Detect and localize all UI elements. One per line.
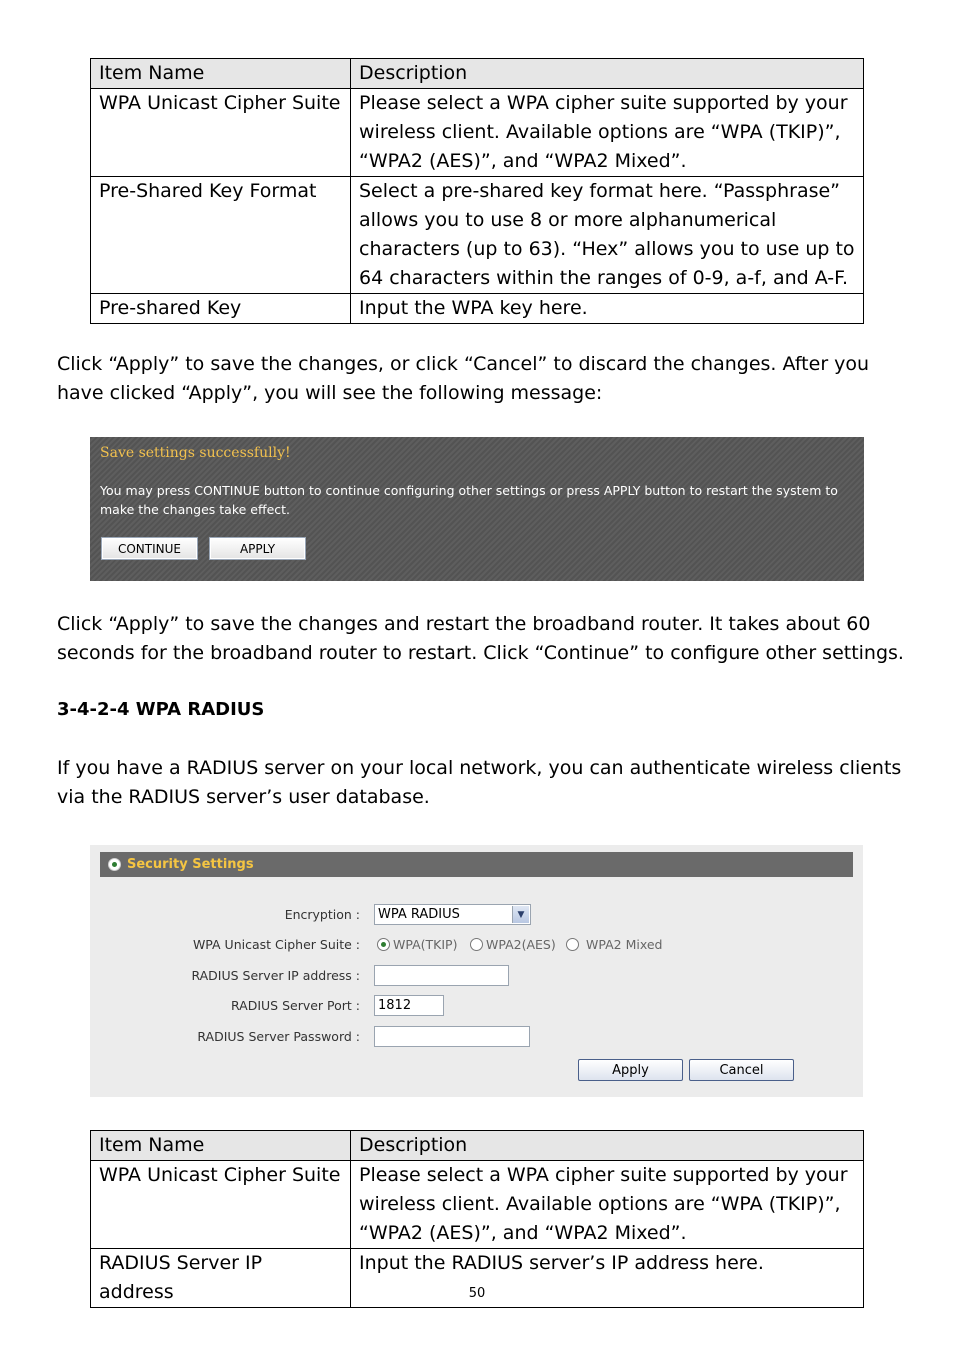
security-title: Security Settings: [127, 857, 254, 872]
cipher-option-label: WPA2 Mixed: [586, 937, 663, 952]
cipher-option-aes[interactable]: [470, 937, 556, 952]
item-description: Please select a WPA cipher suite supported by your wireless client. Available options are “WPA (TKIP)”, “WPA2 (AES)”, and “WPA2 Mixed”.: [351, 1161, 864, 1249]
table-row: [91, 89, 864, 177]
header-description: Description: [351, 59, 864, 89]
port-label: RADIUS Server Port :: [230, 998, 360, 1013]
cipher-option-tkip[interactable]: [377, 937, 457, 952]
security-settings-panel: [90, 845, 863, 1097]
item-table-2: [90, 1130, 864, 1308]
encryption-value: WPA RADIUS: [378, 907, 460, 922]
radio-bullet-icon: [108, 858, 121, 871]
item-description: Input the WPA key here.: [351, 294, 864, 324]
table-row: [91, 1161, 864, 1249]
apply-button[interactable]: APPLY: [209, 537, 306, 560]
cancel-button[interactable]: Cancel: [689, 1059, 794, 1081]
encryption-select[interactable]: [374, 904, 531, 925]
chevron-down-icon[interactable]: ▼: [512, 906, 529, 923]
apply-settings-button[interactable]: Apply: [578, 1059, 683, 1081]
radio-checked-icon[interactable]: [377, 938, 390, 951]
item-name: Pre-shared Key: [91, 294, 351, 324]
cipher-option-label: WPA(TKIP): [393, 937, 458, 952]
restart-paragraph: Click “Apply” to save the changes and restart the broadband router. It takes about 60 seconds for the broadband router to restart. Click “Continue” to configure other settings.: [57, 613, 904, 664]
page-number: 50: [468, 1286, 486, 1301]
cipher-label: WPA Unicast Cipher Suite :: [192, 937, 360, 952]
item-name: Pre-Shared Key Format: [91, 177, 351, 294]
table-header-row: [91, 59, 864, 89]
cipher-option-mixed[interactable]: [566, 937, 662, 952]
port-input[interactable]: 1812: [374, 995, 444, 1016]
password-input[interactable]: [374, 1026, 530, 1047]
item-name: WPA Unicast Cipher Suite: [91, 89, 351, 177]
section-heading: 3-4-2-4 WPA RADIUS: [57, 699, 265, 720]
table-header-row: [91, 1131, 864, 1161]
header-item-name: Item Name: [91, 59, 351, 89]
save-title: Save settings successfully!: [100, 445, 291, 461]
apply-paragraph: Click “Apply” to save the changes, or click “Cancel” to discard the changes. After you have clicked “Apply”, you will see the following message:: [57, 353, 870, 404]
save-message: You may press CONTINUE button to continue configuring other settings or press APPLY button to restart the system to make the changes take effect.: [100, 483, 838, 517]
item-description: Select a pre-shared key format here. “Passphrase” allows you to use 8 or more alphanumerical characters (up to 63). “Hex” allows you to use up to 64 characters within the ranges of 0-9, a-f, and A-F.: [351, 177, 864, 294]
ip-address-input[interactable]: [374, 965, 509, 986]
radius-paragraph: If you have a RADIUS server on your local network, you can authenticate wireless clients via the RADIUS server’s user database.: [57, 757, 902, 808]
item-description: Input the RADIUS server’s IP address here.: [351, 1249, 864, 1308]
password-label: RADIUS Server Password :: [197, 1029, 360, 1044]
encryption-label: Encryption :: [284, 907, 360, 922]
radio-unchecked-icon[interactable]: [566, 938, 579, 951]
radio-unchecked-icon[interactable]: [470, 938, 483, 951]
item-description: Please select a WPA cipher suite supported by your wireless client. Available options are “WPA (TKIP)”, “WPA2 (AES)”, and “WPA2 Mixed”.: [351, 89, 864, 177]
save-settings-panel: [90, 437, 864, 581]
header-description: Description: [351, 1131, 864, 1161]
item-table-1: [90, 58, 864, 324]
cipher-option-label: WPA2(AES): [486, 937, 556, 952]
table-row: [91, 177, 864, 294]
security-title-bar: [100, 852, 853, 877]
item-name: WPA Unicast Cipher Suite: [91, 1161, 351, 1249]
item-name: RADIUS Server IP address: [91, 1249, 351, 1308]
header-item-name: Item Name: [91, 1131, 351, 1161]
ip-address-label: RADIUS Server IP address :: [191, 968, 360, 983]
table-row: [91, 294, 864, 324]
continue-button[interactable]: CONTINUE: [101, 537, 198, 560]
